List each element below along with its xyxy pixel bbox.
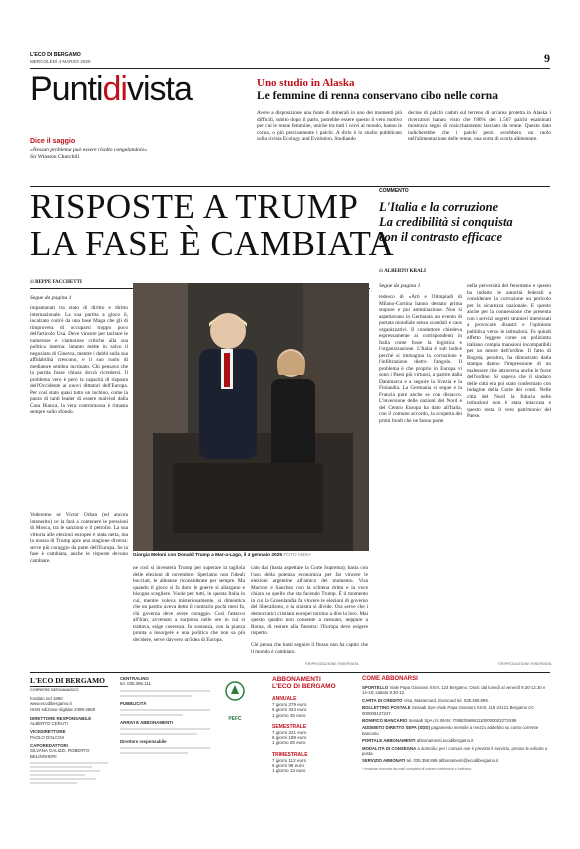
- subscription-plan: [272, 696, 352, 718]
- main-follow: Segue da pagina 1: [30, 295, 72, 301]
- comment-title-line2: La credibilità si conquista: [379, 215, 513, 229]
- footer-capi: SILVANA GALIZZI, ROBERTO BELINGHERI: [30, 748, 90, 759]
- pefc-icon: [222, 680, 248, 712]
- how-item-label: PORTALE ABBONAMENTI: [362, 738, 416, 744]
- plan-price-line: 7 giorni 221 euro: [272, 729, 307, 735]
- alaska-kicker: Uno studio in Alaska: [257, 77, 355, 89]
- plan-name: SEMESTRALE: [272, 723, 307, 730]
- masthead-date: MERCOLEDÌ 4 MARZO 2026: [30, 59, 91, 64]
- footer-vice: PAOLO DOLCINI: [30, 734, 64, 740]
- main-byline: [30, 280, 82, 285]
- comment-text-col2: nella perversità del fenomeno e questo ha indotto le autorità federali a considerare la corruzione un pericolo per la sicurezza nazionale. E questo anche per la connessione che presenta con i servizi segreti stranieri interessati a provocare disastri e l'opinione pubblica verso le istituzioni. Fa quindi effetto leggere come un poliziotto italiano compia mansioni incompatibili per un tutore dell'ordine. Il fatto di Bogotà, peraltro, ha dimostrato dalla stampa danno l'impressione di un malessere che attraversa anche le forze dell'ordine. Si sapeva che il sindaco delle città era poi stato confermato con indagine della Corte dei conti. Nelle città del Nord la fiducia nelle istituzioni non è stata intaccata e questo resta il vero patrimonio del Paese.: [467, 283, 551, 419]
- footer-rule: [30, 672, 550, 673]
- alaska-text-col1: Avere a disposizione una fonte di minerali in uno dei momenti più difficili, subito dopo il parto, potrebbe essere questo il vero motivo per cui le renne femmine, uniche tra tutti i cervi al mondo, hanno le corna, o più precisamente i palchi. A dirlo è lo studio pubblicato sulla rivista Ecology and Evolution. Studiando: [257, 110, 402, 142]
- how-title: COME ABBONARSI: [362, 676, 418, 682]
- caption-text: Giorgia Meloni con Donald Trump a Mar-a-Lago, il 4 gennaio 2025: [133, 553, 282, 558]
- how-item-text: Visa, Mastercard, Eurocard tel. 035.358.899.: [403, 697, 489, 703]
- plan-price-line: 1 giorno 45 euro: [272, 712, 306, 718]
- photo-meloni-trump: [133, 283, 369, 551]
- caption-credit: FOTO ANSA: [283, 553, 311, 558]
- how-item: [362, 698, 552, 703]
- comment-text-col1: tedesco di «Arti e Olimpiadi di Milano-Cortina hanno destato prima stupore e poi amminazione. Non si aspettavano in Germania un evento di portata mondiale senza scandali e caos organizzativi. Il conduttore chiedeva espressamente ai corrispondenti in Italia come fosse la logistica e l'organizzazione. L'Italia è sub iudice perché si immagina la corruzione e l'infiltrazione dietro l'angolo. Il problema è che proprio in Europa vi sono i Paesi più virtuosi, a partire dalla Danimarca e a seguire la Svezia e la Finlandia. La Germania si segue e la Francia pure anche se con distacco. L'inversione delle nazioni del Nord e del Centro Europa ha dato all'Italia, con il comune accordo, la scoperta dei primi fondi che ne fanno parte.: [379, 294, 462, 424]
- comment-title-line1: L'Italia e la corruzione: [379, 200, 499, 214]
- plan-name: TRIMESTRALE: [272, 751, 308, 758]
- brand-word-punti: Punti: [30, 70, 103, 108]
- subscriptions-box: [272, 676, 352, 774]
- section-brand: [30, 70, 192, 108]
- brand-word-vista: vista: [126, 70, 192, 108]
- how-item: [362, 718, 552, 723]
- footer-director-label: DIRETTORE RESPONSABILE: [30, 715, 92, 721]
- footer-arrivi: ARRIVI E ABBONAMENTI: [120, 719, 174, 725]
- how-item-label: SERVIZIO ABBONATI: [362, 758, 406, 764]
- how-item-label: BOLLETTINO POSTALE: [362, 705, 411, 711]
- how-item: [362, 725, 552, 736]
- saggio-quote: «Nessun problema può essere risolto congelandolo»: [30, 147, 148, 153]
- footer-phone: tel. 035.386.111: [120, 681, 151, 687]
- main-text-col2: ne così si inventerà Trump per superare la tagliola delle elezioni di novembre. Speriamo non l'ideali bocciati, le alleanze riconsiderate per sempre. Ma quando il gioco si fa duro le guerre si allargano e bisogna scegliere. Vuole per tutti, in questa Italia in cui, mentre voleva misteriosamente, si dimentica che un partito aveva detto il contrario pochi mesi fa, chi governa deve avere coraggio. Così l'attacco all'Iran, avvenuto a sorpresa nelle ore in cui si trattava, esige coerenza. In sostanza, con la piazza pronta a insorgere e una politica che non sa più decidere, serve davvero un'idea di Europa.: [133, 565, 245, 643]
- pefc-label: PEFC: [228, 716, 242, 722]
- footer-masthead: [30, 676, 108, 786]
- footer-since: CORRIERE BERGAMASCO: [30, 688, 79, 692]
- how-item-text: pagamento mensile a mezzo addebito su conto corrente bancario.: [362, 725, 539, 736]
- plan-price-line: 1 giorno 25 euro: [272, 740, 306, 746]
- comment-follow: Segue da pagina 1: [379, 283, 421, 289]
- alaska-text-col2: decine di palchi caduti sul terreno di un'area protetta in Alaska i ricercatori hanno visto che l'86% dei 1.567 palchi esaminati mostrava segni di rosicchiamento lasciato da renne. Questo dato indicherebbe che i palchi persi avrebbero un ruolo nell'alimentazione delle renne, una sorta di scorta alimentare.: [408, 110, 551, 142]
- comment-signature: ©RIPRODUZIONE RISERVATA: [498, 662, 552, 666]
- how-item-text: Sesaab SpA Viale Papa Giovanni XXIII, 118 24121 Bergamo c/c 000008127247.: [362, 705, 534, 716]
- how-to-subscribe: [362, 676, 552, 772]
- main-text-col3-tail: Chi pensa che basti seguire il flusso non ha capito che il mondo è cambiato.: [251, 642, 368, 655]
- how-item: [362, 758, 552, 763]
- main-text-col3: cato dai (basta aspettare la Corte Suprema), basta con l'uso della potenza economica per far vincere le elezioni argentine all'amico del momento. Visa Macron e Sanchez con la schiena dritta e la voce chiara su quello che sta facendo Trump. È il momento in cui la Groenlandia fa vincere le elezioni di governo del liberalismo, e la sinistra si divide. Ora serve che i democratici cristiani europei tornino a dire la loro. Mai questo quadro non consente a nessuno, neppure a Roma, di restare alla finestra: l'Europa deve esigere rispetto.: [251, 565, 368, 636]
- plan-price-line: 1 giorno 13 euro: [272, 768, 306, 774]
- subscription-plan: [272, 724, 352, 746]
- footer-issn: ISSN edizione digitale 2499-4669: [30, 706, 96, 712]
- main-signature: ©RIPRODUZIONE RISERVATA: [305, 662, 359, 666]
- footer-filler: [30, 762, 108, 784]
- how-item: [362, 705, 552, 716]
- comment-label: COMMENTO: [379, 188, 409, 194]
- footer-direttore: Direttore responsabile: [120, 739, 167, 745]
- pefc-logo: [222, 680, 248, 722]
- subscription-plan: [272, 752, 352, 774]
- how-note: * invariare ricevuta via mail completa di numero telefonico e indirizzo.: [362, 766, 473, 771]
- how-item-label: BONIFICO BANCARIO: [362, 718, 408, 724]
- how-item: [362, 685, 552, 696]
- how-item: [362, 746, 552, 757]
- brand-word-di: di: [102, 70, 127, 108]
- saggio-label: Dice il saggio: [30, 138, 76, 145]
- footer-founded: fondato nel 1880: [30, 696, 63, 701]
- footer-centralino: CENTRALINO: [120, 676, 149, 681]
- how-item-text: Sesaab SpA c/c IBAN: IT95E0569611100000003273X98: [408, 718, 517, 724]
- footer-paper: L'ECO DI BERGAMO: [30, 676, 108, 687]
- how-item-text: a domicilio per i comuni ove è previsto il servizio, presso le edicole o posta.: [362, 745, 548, 757]
- subscriptions-title1: ABBONAMENTI: [272, 676, 321, 683]
- comment-title-line3: con il contrasto efficace: [379, 230, 503, 244]
- plan-price-line: 7 giorni 112 euro: [272, 757, 307, 763]
- subscriptions-title2: L'ECO DI BERGAMO: [272, 683, 336, 690]
- how-item-text: abbonamenti.ecodibergamo.it: [416, 738, 474, 744]
- main-byline-prefix: di: [30, 280, 34, 285]
- how-item: [362, 738, 552, 743]
- plan-price-line: 6 giorni 98 euro: [272, 763, 304, 769]
- masthead-paper: L'ECO DI BERGAMO: [30, 52, 81, 58]
- comment-byline-prefix: di: [379, 269, 383, 274]
- comment-byline: [379, 269, 426, 274]
- footer-middle: [120, 676, 210, 757]
- how-item-label: MODALITÀ DI CONSEGNA: [362, 745, 417, 751]
- plan-price-line: 7 giorni 379 euro: [272, 702, 307, 707]
- how-item-text: tel. 035.358.899 abbonamenti@ecodibergamo.it: [406, 758, 499, 764]
- main-author: BEPPE FACCHETTI: [35, 280, 82, 285]
- how-item-text: Viale Papa Giovanni XXIII, 124 Bergamo. Orari: dal lunedì al venerdì 8.30-12.30 e 14-18; sabato 8.30-12.: [362, 685, 546, 696]
- footer-director: ALBERTO CERUTI: [30, 721, 68, 727]
- how-item-label: CARTA DI CREDITO: [362, 697, 403, 703]
- plan-price-line: 6 giorni 189 euro: [272, 735, 307, 741]
- page-number: 9: [544, 51, 550, 65]
- plan-name: ANNUALE: [272, 696, 297, 702]
- main-text-col1b: Vederemo se Victor Orban (ed ancora intenerito) ce la farà a contenere le pressioni di Mosca, tra le sanzioni e il petrolio. La sua vittoria alle elezioni europee è stata netta, ma la mossa di Trump apre una stagione diversa: serve più coraggio da parte dell'Europa. Se la fase è cambiata, anche le risposte devono cambiare.: [30, 512, 128, 564]
- plan-price-line: 6 giorni 344 euro: [272, 707, 307, 713]
- footer-pubblicita: PUBBLICITÀ: [120, 700, 147, 706]
- main-text-col1: impantanati tra stato di diritto e diritto internazionale. La sua partita a gioco il, incalzato com'è da una base Maga che gli di rimprovera di occuparsi troppo poco dell'articolo Usa. Deve vincere per tacitare le numerose e clamorose critiche alla sua politica interna: intanto mette in salvo il negoziato di Ginevra, mentre i dubbi sulla sua affidabilità crescono, e il suo ruolo di mediatore sembra incrinato. Chi pensava che la partita fosse chiusa dovrà ricredersi. Il problema vero è però la capacità di risposta dell'Occidente ai nuovi dittatori dell'Europa. Per così stato quasi tutto un inchino, come la paura di tanti leader di essere malvisti dalla Casa Bianca, la vera contromossa è rimasta sempre sullo sfondo.: [30, 305, 128, 415]
- footer-capi-label: CAPOREDATTORI: [30, 743, 68, 749]
- photo-illustration: [133, 283, 369, 551]
- main-headline-line1: RISPOSTE A TRUMP: [30, 187, 359, 226]
- saggio-author: Sir Winston Churchill: [30, 154, 80, 160]
- header-rule: [30, 68, 550, 69]
- footer-vice-label: VICEDIRETTORE: [30, 729, 66, 735]
- footer-site: www.ecodibergamo.it: [30, 701, 72, 707]
- main-headline-line2: LA FASE È CAMBIATA: [30, 224, 395, 263]
- alaska-title: Le femmine di renna conservano cibo nelle corna: [257, 90, 498, 102]
- photo-caption: [133, 553, 373, 558]
- how-item-label: SPORTELLO: [362, 685, 389, 690]
- how-item-label: ADDEBITO DIRETTO SEPA (SDD): [362, 725, 430, 731]
- comment-author: ALBERTO KRALI: [384, 269, 426, 274]
